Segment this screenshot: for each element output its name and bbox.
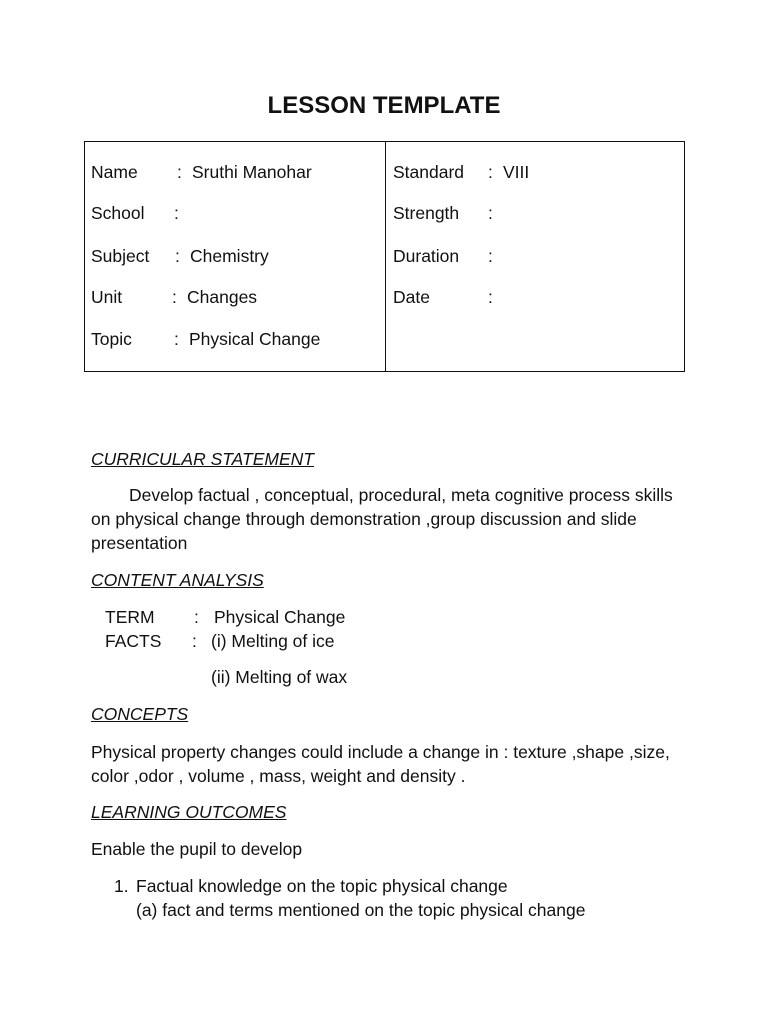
info-separator: : [172, 287, 177, 307]
info-label: Name [91, 162, 138, 182]
info-separator: : [174, 203, 179, 223]
info-value: Sruthi Manohar [192, 162, 312, 182]
term-value: Physical Change [214, 607, 346, 627]
list-item-number: 1. [114, 876, 129, 896]
list-item: Factual knowledge on the topic physical change [136, 876, 508, 896]
list-sub-item: (a) fact and terms mentioned on the topic physical change [136, 900, 586, 920]
info-separator: : [175, 246, 180, 266]
term-label: TERM [105, 607, 155, 627]
concepts-heading: CONCEPTS [91, 704, 189, 724]
info-label: Date [393, 287, 430, 307]
info-label: Unit [91, 287, 123, 307]
info-value: VIII [503, 162, 530, 182]
content-analysis-heading: CONTENT ANALYSIS [91, 570, 264, 590]
learning-outcomes-intro: Enable the pupil to develop [91, 839, 303, 859]
info-label: School [91, 203, 145, 223]
info-separator: : [488, 287, 493, 307]
concepts-line: Physical property changes could include a change in : texture ,shape ,size, [91, 742, 670, 762]
concepts-line: color ,odor , volume , mass, weight and density . [91, 766, 466, 786]
fact-item: (ii) Melting of wax [211, 667, 348, 687]
info-label: Subject [91, 246, 150, 266]
table-column-divider [385, 142, 386, 371]
info-label: Duration [393, 246, 460, 266]
curricular-statement-heading: CURRICULAR STATEMENT [91, 449, 314, 469]
lesson-info-table [84, 141, 685, 372]
info-separator: : [174, 329, 179, 349]
facts-label: FACTS [105, 631, 162, 651]
info-label: Strength [393, 203, 460, 223]
curricular-statement-line: on physical change through demonstration ,group discussion and slide [91, 509, 637, 529]
info-value: Physical Change [189, 329, 321, 349]
facts-separator: : [192, 631, 197, 651]
info-label: Topic [91, 329, 132, 349]
fact-item: (i) Melting of ice [211, 631, 335, 651]
info-label: Standard [393, 162, 465, 182]
learning-outcomes-heading: LEARNING OUTCOMES [91, 802, 287, 822]
curricular-statement-line: presentation [91, 533, 188, 553]
info-value: Chemistry [190, 246, 269, 266]
info-separator: : [488, 246, 493, 266]
info-separator: : [488, 203, 493, 223]
document-title: LESSON TEMPLATE [267, 92, 501, 119]
info-value: Changes [187, 287, 258, 307]
info-separator: : [177, 162, 182, 182]
curricular-statement-line: Develop factual , conceptual, procedural, meta cognitive process skills [129, 485, 673, 505]
term-separator: : [194, 607, 199, 627]
info-separator: : [488, 162, 493, 182]
